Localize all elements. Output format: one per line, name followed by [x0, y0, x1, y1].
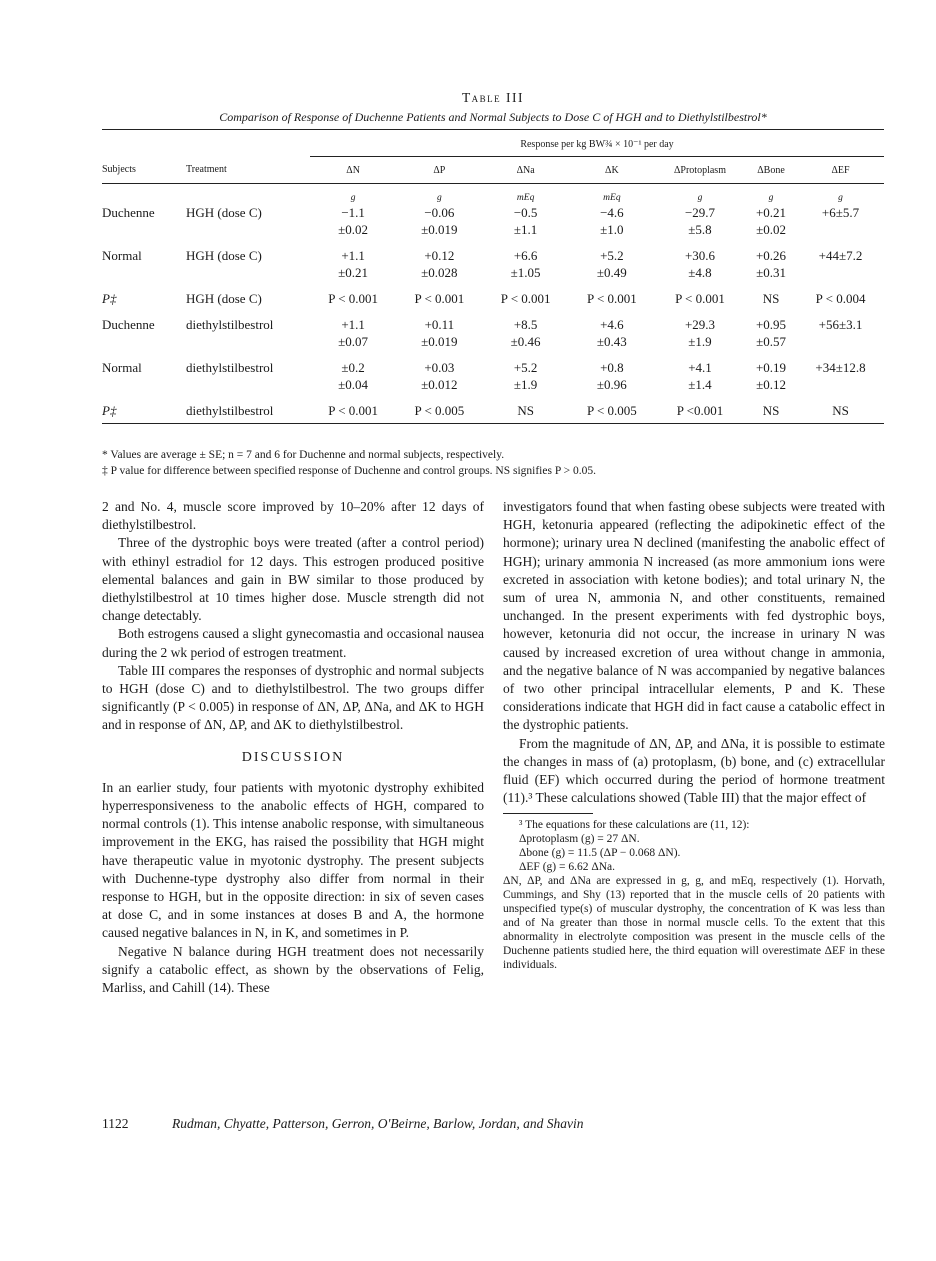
- mean-value: P < 0.004: [815, 291, 866, 306]
- mean-value: +0.21: [755, 205, 787, 220]
- paragraph: Three of the dystrophic boys were treated (after a control period) with ethinyl estradiol for 12 days. This estrogen produced positive elemental balances and gain in BW similar to those produced by diethylstilbestrol at 10 times higher dose. Muscle strength did not change detectably.: [102, 535, 484, 624]
- mean-value: +1.1: [341, 248, 365, 263]
- col-header: ΔNa: [483, 157, 569, 184]
- mean-value: P < 0.001: [328, 291, 379, 306]
- value-cell: [745, 402, 797, 424]
- standard-error: ±0.02: [756, 222, 786, 237]
- mean-value: −4.6: [600, 205, 624, 220]
- equation-bone: Δbone (g) = 11.5 (ΔP − 0.068 ΔN).: [519, 847, 681, 860]
- standard-error: ±1.9: [688, 334, 712, 349]
- value-cell: [483, 402, 569, 424]
- value-cell: [797, 247, 884, 290]
- standard-error: ±0.31: [756, 265, 786, 280]
- value-cell: [745, 316, 797, 359]
- standard-error: ±0.019: [421, 334, 458, 349]
- mean-value: −1.1: [341, 205, 365, 220]
- table-row: [102, 290, 884, 316]
- value-cell: [310, 402, 396, 424]
- value-cell: [655, 247, 745, 290]
- mean-value: +29.3: [684, 317, 716, 332]
- equation-protoplasm: Δprotoplasm (g) = 27 ΔN.: [519, 833, 640, 846]
- value-cell: [655, 290, 745, 316]
- mean-value: +56±3.1: [818, 317, 863, 332]
- data-table: [102, 130, 884, 424]
- unit-cell: mEq: [603, 193, 621, 203]
- standard-error: ±5.8: [688, 222, 712, 237]
- mean-value: −0.5: [513, 205, 538, 220]
- value-cell: [569, 359, 655, 402]
- treatment-cell: diethylstilbestrol: [186, 360, 274, 375]
- mean-value: −29.7: [684, 205, 716, 220]
- table-footnote-asterisk: * Values are average ± SE; n = 7 and 6 for Duchenne and normal subjects, respectively.: [102, 449, 505, 461]
- value-cell: [396, 316, 482, 359]
- footnote-3: [503, 818, 885, 972]
- table-iii: [102, 90, 884, 424]
- equation-ef: ΔEF (g) = 6.62 ΔNa.: [519, 861, 616, 874]
- table-caption: Comparison of Response of Duchenne Patients and Normal Subjects to Dose C of HGH and to Diethylstilbestrol*: [219, 110, 767, 124]
- standard-error: ±0.019: [421, 222, 458, 237]
- value-cell: [797, 359, 884, 402]
- value-cell: [310, 359, 396, 402]
- paragraph: From the magnitude of ΔN, ΔP, and ΔNa, it is possible to estimate the changes in mass of (a) protoplasm, (b) bone, and (c) extracellular fluid (EF) which occurred during the period of hormone treatment (11).³ These calculations showed (Table III) that the major effect of: [503, 735, 885, 806]
- value-cell: [396, 359, 482, 402]
- value-cell: [797, 290, 884, 316]
- footnote-rule: [503, 813, 593, 814]
- left-column: [102, 498, 484, 997]
- treatment-cell: diethylstilbestrol: [186, 317, 274, 332]
- standard-error: ±1.9: [513, 377, 538, 392]
- standard-error: ±1.4: [688, 377, 712, 392]
- treatment-cell: HGH (dose C): [186, 248, 262, 263]
- subject-cell: Duchenne: [102, 317, 155, 332]
- value-cell: [797, 402, 884, 424]
- standard-error: ±0.57: [756, 334, 786, 349]
- value-cell: [745, 204, 797, 247]
- value-cell: [396, 247, 482, 290]
- paragraph: Both estrogens caused a slight gynecomastia and occasional nausea during the 2 wk period of estrogen treatment.: [102, 626, 484, 660]
- value-cell: [569, 402, 655, 424]
- mean-value: +34±12.8: [815, 360, 866, 375]
- mean-value: +6.6: [513, 248, 538, 263]
- mean-value: +0.95: [755, 317, 787, 332]
- mean-value: NS: [517, 403, 534, 418]
- mean-value: +44±7.2: [818, 248, 863, 263]
- col-header: ΔN: [310, 157, 396, 184]
- footnote-text: ΔN, ΔP, and ΔNa are expressed in g, g, and mEq, respectively (1). Horvath, Cummings, and Shy (13) reported that in the muscle cells of 20 patients with unspecified type(s) of muscular dystrophy, the concentration of K was less than and of Na greater than those in normal muscle cells. To the extent that this abnormality in electrolyte composition was present in the muscle cells of the Duchenne patients studied here, the third equation will overestimate ΔEF in these individuals.: [503, 875, 885, 972]
- value-cell: [310, 290, 396, 316]
- mean-value: P < 0.001: [500, 291, 551, 306]
- mean-value: +4.6: [600, 317, 624, 332]
- value-cell: [396, 402, 482, 424]
- value-cell: [655, 204, 745, 247]
- mean-value: P < 0.001: [414, 291, 465, 306]
- standard-error: ±0.028: [421, 265, 458, 280]
- unit-cell: g: [838, 193, 843, 203]
- paragraph: Negative N balance during HGH treatment does not necessarily signify a catabolic effect, as shown by the observations of Felig, Marliss, and Cahill (14). These: [102, 943, 484, 996]
- paragraph: 2 and No. 4, muscle score improved by 10–20% after 12 days of diethylstilbestrol.: [102, 499, 484, 533]
- value-cell: [655, 402, 745, 424]
- value-cell: [655, 316, 745, 359]
- response-header: Response per kg BW¾ × 10⁻¹ per day: [310, 130, 884, 157]
- mean-value: +5.2: [513, 360, 538, 375]
- treatment-cell: diethylstilbestrol: [186, 402, 310, 424]
- mean-value: +0.03: [424, 360, 455, 375]
- value-cell: [483, 359, 569, 402]
- footnote-intro: ³ The equations for these calculations are (11, 12):: [519, 819, 750, 832]
- value-cell: [745, 247, 797, 290]
- value-cell: [745, 290, 797, 316]
- standard-error: ±0.02: [338, 222, 369, 237]
- value-cell: [569, 204, 655, 247]
- value-cell: [569, 290, 655, 316]
- treatment-cell: HGH (dose C): [186, 205, 262, 220]
- subject-cell: Normal: [102, 248, 142, 263]
- mean-value: P < 0.001: [328, 403, 379, 418]
- table-row: [102, 247, 884, 290]
- standard-error: ±0.12: [756, 377, 786, 392]
- standard-error: ±0.21: [338, 265, 369, 280]
- table-row: [102, 204, 884, 247]
- mean-value: P < 0.001: [675, 291, 725, 306]
- subject-cell: P‡: [102, 402, 186, 424]
- unit-cell: g: [437, 193, 442, 203]
- mean-value: +30.6: [684, 248, 716, 263]
- unit-cell: g: [768, 193, 774, 203]
- standard-error: ±0.07: [338, 334, 369, 349]
- mean-value: +0.11: [424, 317, 455, 332]
- unit-cell: mEq: [516, 193, 535, 203]
- mean-value: P <0.001: [676, 403, 724, 418]
- col-header: ΔProtoplasm: [655, 157, 745, 184]
- value-cell: [310, 316, 396, 359]
- author-list: Rudman, Chyatte, Patterson, Gerron, O'Beirne, Barlow, Jordan, and Shavin: [172, 1116, 584, 1131]
- mean-value: +0.26: [755, 248, 787, 263]
- mean-value: P < 0.005: [586, 403, 637, 418]
- value-cell: [483, 247, 569, 290]
- value-cell: [797, 316, 884, 359]
- value-cell: [483, 204, 569, 247]
- value-cell: [569, 247, 655, 290]
- table-row: [102, 402, 884, 424]
- standard-error: ±0.49: [596, 265, 627, 280]
- standard-error: ±1.1: [513, 222, 538, 237]
- col-header: ΔEF: [797, 157, 884, 184]
- treatment-cell: HGH (dose C): [186, 291, 262, 306]
- value-cell: [569, 316, 655, 359]
- table-footnote-dagger: ‡ P value for difference between specified response of Duchenne and control groups. NS signifies P > 0.05.: [102, 465, 597, 477]
- mean-value: −0.06: [424, 205, 455, 220]
- subject-cell: Normal: [102, 360, 142, 375]
- mean-value: +0.19: [755, 360, 787, 375]
- mean-value: +5.2: [600, 248, 624, 263]
- value-cell: [310, 204, 396, 247]
- unit-cell: g: [350, 193, 356, 203]
- subject-cell: Duchenne: [102, 205, 155, 220]
- paragraph: Table III compares the responses of dystrophic and normal subjects to HGH (dose C) and to diethylstilbestrol. The two groups differ significantly (P < 0.005) in response of ΔN, ΔP, ΔNa, and ΔK to HGH and in response of ΔN, ΔP, and ΔK to diethylstilbestrol.: [102, 662, 484, 733]
- value-cell: [797, 204, 884, 247]
- mean-value: +4.1: [688, 360, 712, 375]
- units-row: [102, 184, 884, 205]
- value-cell: [745, 359, 797, 402]
- value-cell: [483, 290, 569, 316]
- standard-error: ±0.012: [421, 377, 458, 392]
- col-header: ΔP: [396, 157, 482, 184]
- standard-error: ±1.05: [510, 265, 541, 280]
- value-cell: [310, 247, 396, 290]
- standard-error: ±0.43: [596, 334, 627, 349]
- standard-error: ±0.96: [596, 377, 627, 392]
- standard-error: ±0.46: [510, 334, 541, 349]
- value-cell: [483, 316, 569, 359]
- mean-value: NS: [832, 403, 849, 418]
- mean-value: P < 0.001: [586, 291, 637, 306]
- mean-value: +0.12: [424, 248, 455, 263]
- table-row: [102, 359, 884, 402]
- paragraph: investigators found that when fasting obese subjects were treated with HGH, ketonuria appeared (reflecting the adipokinetic effect of the hormone); urinary urea N declined (manifesting the anabolic effect of HGH); urinary ammonia N increased (as more ammonium ions were excreted in association with ketone bodies); and total urinary N, the sum of urea N, ammonia N, and other constituents, remained unchanged. In the present experiments with fed dystrophic boys, however, ketonuria did not occur, the increase in urinary N was caused by increased excretion of urea without change in ammonia, and the negative balance of N was accompanied by negative balances of two other principal intracellular elements, P and K. These considerations indicate that HGH did in fact cause a catabolic effect in the dystrophic patients.: [503, 499, 885, 733]
- mean-value: +8.5: [513, 317, 538, 332]
- value-cell: [396, 204, 482, 247]
- subject-cell: P‡: [102, 291, 117, 306]
- table-row: [102, 316, 884, 359]
- table-footnotes: [102, 447, 884, 479]
- col-header-treatment: Treatment: [186, 157, 310, 184]
- value-cell: [396, 290, 482, 316]
- standard-error: ±0.04: [338, 377, 369, 392]
- mean-value: NS: [762, 403, 780, 418]
- mean-value: NS: [762, 291, 780, 306]
- col-header: ΔK: [569, 157, 655, 184]
- paragraph: In an earlier study, four patients with myotonic dystrophy exhibited hyperresponsiveness to the anabolic effects of HGH, compared to normal controls (1). This intense anabolic response, with simultaneous improvement in the EKG, has raised the possibility that HGH might have therapeutic value in myotonic dystrophy. The present subjects with Duchenne-type dystrophy also differ from normal in their response to HGH, but in the opposite direction: in six of seven cases at dose C, and in some instances at doses B and A, the hormone caused negative balances in N, in K, and sometimes in P.: [102, 779, 484, 941]
- unit-cell: g: [697, 193, 703, 203]
- section-heading: DISCUSSION: [241, 749, 345, 765]
- mean-value: +6±5.7: [821, 205, 860, 220]
- col-header-subjects: Subjects: [102, 157, 186, 184]
- mean-value: +0.8: [600, 360, 624, 375]
- mean-value: +1.1: [341, 317, 365, 332]
- page-number: 1122: [102, 1116, 129, 1131]
- table-title: Table III: [461, 90, 525, 105]
- value-cell: [655, 359, 745, 402]
- mean-value: P < 0.005: [414, 403, 465, 418]
- standard-error: ±1.0: [600, 222, 624, 237]
- right-column: [503, 498, 885, 972]
- mean-value: ±0.2: [341, 360, 365, 375]
- standard-error: ±4.8: [688, 265, 712, 280]
- col-header: ΔBone: [745, 157, 797, 184]
